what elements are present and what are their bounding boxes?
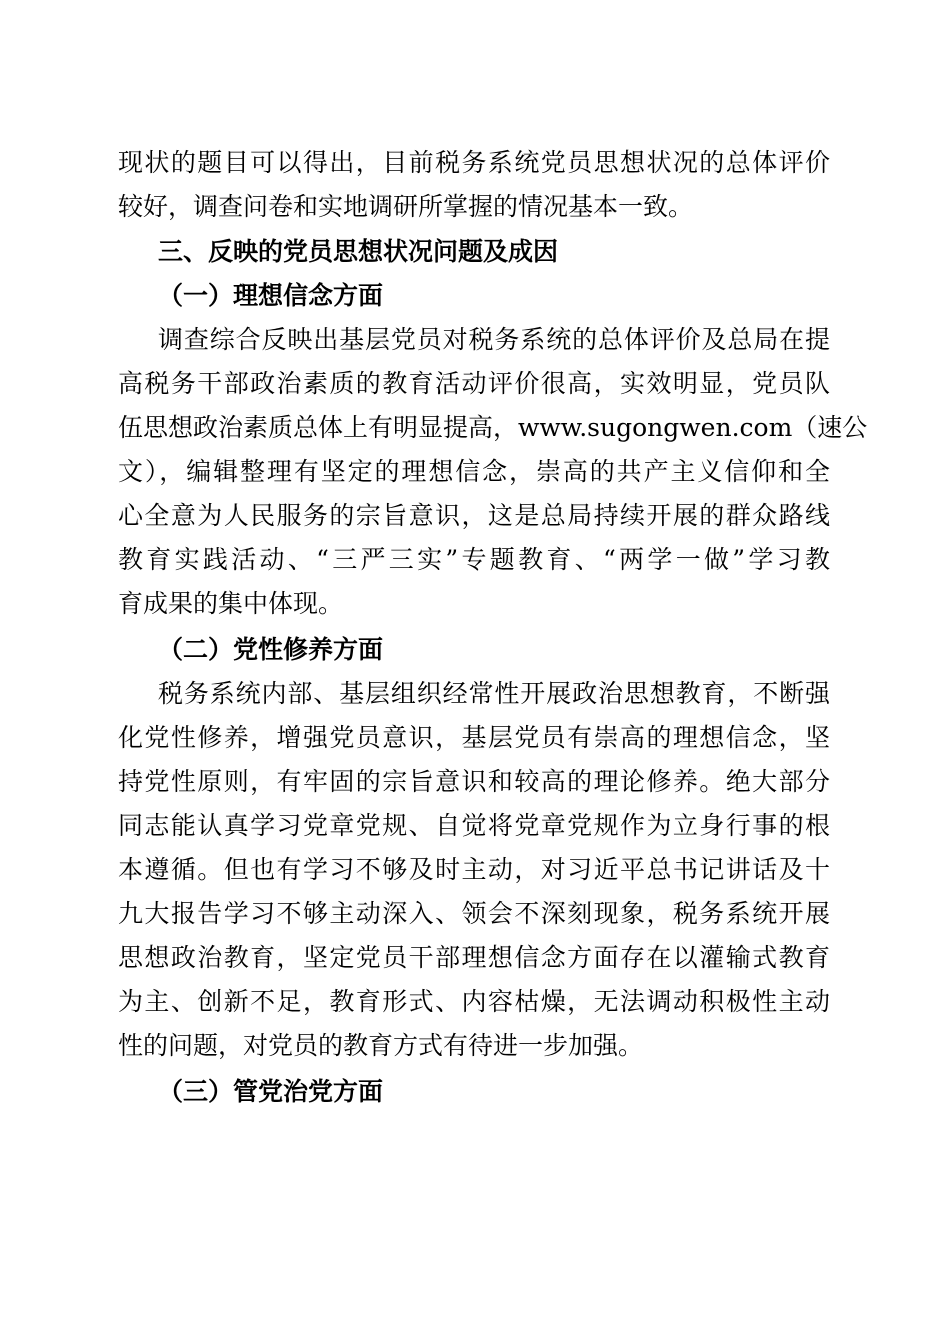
subsection-1-line-4: 文），编辑整理有坚定的理想信念，崇高的共产主义信仰和全 [118, 457, 830, 486]
subsection-1-line-7: 育成果的集中体现。 [118, 589, 344, 618]
subsection-2-title: （二）党性修养方面 [158, 635, 384, 664]
subsection-1-line-3: 伍思想政治素质总体上有明显提高，www.sugongwen.com（速公 [118, 413, 868, 442]
subsection-2-line-5: 本遵循。但也有学习不够及时主动，对习近平总书记讲话及十 [118, 855, 830, 884]
subsection-2-line-1: 税务系统内部、基层组织经常性开展政治思想教育，不断强 [158, 679, 830, 708]
subsection-2-line-6: 九大报告学习不够主动深入、领会不深刻现象，税务系统开展 [118, 899, 830, 928]
subsection-2-line-9: 性的问题，对党员的教育方式有待进一步加强。 [118, 1031, 644, 1060]
intro-line-2: 较好，调查问卷和实地调研所掌握的情况基本一致。 [118, 192, 694, 221]
subsection-1-line-5: 心全意为人民服务的宗旨意识，这是总局持续开展的群众路线 [118, 501, 830, 530]
subsection-2-line-2: 化党性修养，增强党员意识，基层党员有崇高的理想信念，坚 [118, 723, 830, 752]
subsection-2-line-3: 持党性原则，有牢固的宗旨意识和较高的理论修养。绝大部分 [118, 767, 830, 796]
intro-line-1: 现状的题目可以得出，目前税务系统党员思想状况的总体评价 [118, 148, 830, 177]
subsection-3-title: （三）管党治党方面 [158, 1077, 384, 1106]
subsection-2-line-8: 为主、创新不足，教育形式、内容枯燥，无法调动积极性主动 [118, 987, 830, 1016]
section-heading: 三、反映的党员思想状况问题及成因 [158, 237, 559, 266]
subsection-2-line-4: 同志能认真学习党章党规、自觉将党章党规作为立身行事的根 [118, 811, 830, 840]
subsection-2-line-7: 思想政治教育，坚定党员干部理想信念方面存在以灌输式教育 [118, 943, 830, 972]
subsection-1-line-6: 教育实践活动、“三严三实”专题教育、“两学一做”学习教 [118, 545, 830, 574]
subsection-1-line-2: 高税务干部政治素质的教育活动评价很高，实效明显，党员队 [118, 369, 830, 398]
subsection-1-line-1: 调查综合反映出基层党员对税务系统的总体评价及总局在提 [158, 325, 830, 354]
subsection-1-title: （一）理想信念方面 [158, 281, 384, 310]
